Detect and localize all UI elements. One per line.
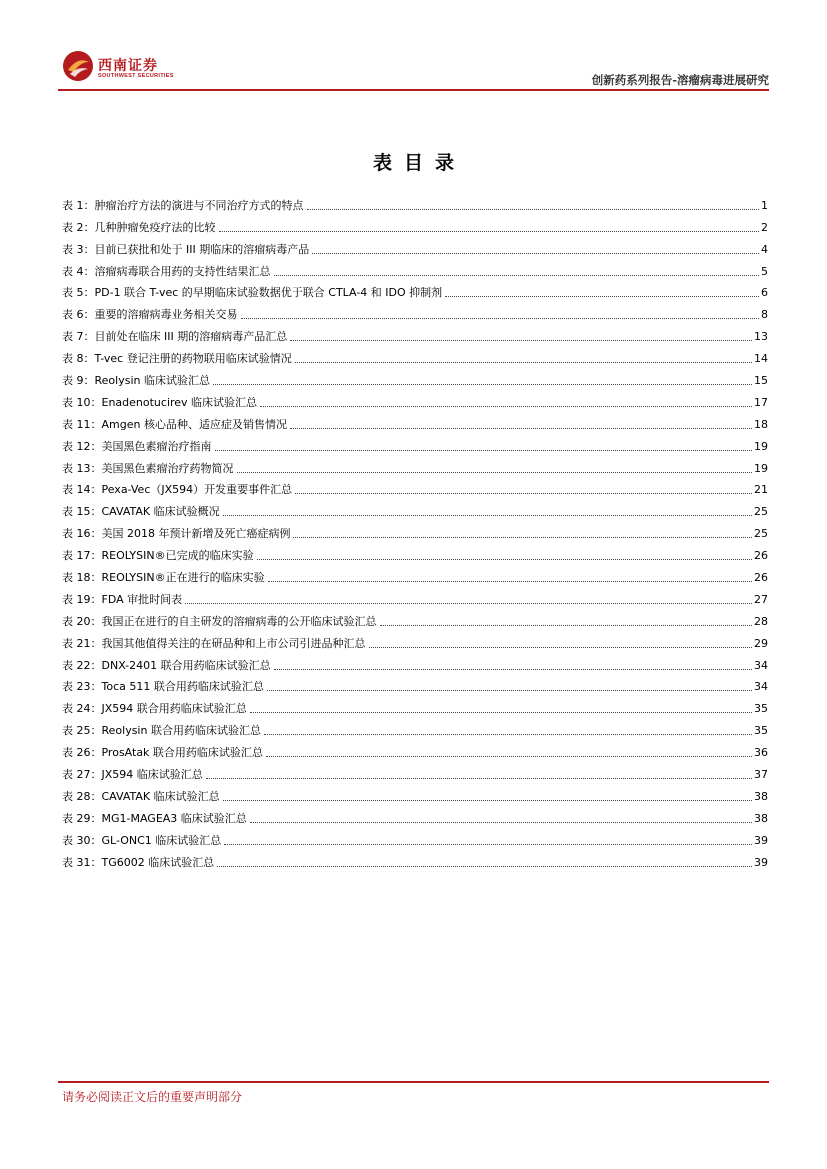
toc-entry-page-number: 26	[754, 571, 768, 585]
toc-dot-leader	[250, 711, 752, 713]
toc-entry[interactable]	[62, 322, 768, 344]
toc-entry-page-number: 29	[754, 636, 768, 650]
toc-entry-page-number: 18	[754, 417, 768, 431]
toc-entry-page-number: 8	[761, 308, 768, 322]
toc-entry-label: 表 21：我国其他值得关注的在研品种和上市公司引进品种汇总	[62, 636, 366, 650]
toc-entry-label: 表 16：美国 2018 年预计新增及死亡癌症病例	[62, 527, 291, 541]
toc-entry[interactable]	[62, 519, 768, 541]
toc-entry-label: 表 10：Enadenotucirev 临床试验汇总	[62, 395, 258, 409]
toc-entry[interactable]	[62, 454, 768, 476]
toc-entry-page-number: 17	[754, 395, 768, 409]
toc-entry-label: 表 22：DNX-2401 联合用药临床试验汇总	[62, 658, 271, 672]
toc-dot-leader	[312, 252, 759, 254]
toc-entry[interactable]	[62, 213, 768, 235]
toc-entry-label: 表 28：CAVATAK 临床试验汇总	[62, 789, 220, 803]
toc-entry[interactable]	[62, 344, 768, 366]
toc-entry-page-number: 35	[754, 702, 768, 716]
toc-dot-leader	[213, 383, 752, 385]
toc-entry-page-number: 37	[754, 768, 768, 782]
company-logo	[62, 50, 192, 86]
toc-entry-page-number: 26	[754, 549, 768, 563]
toc-entry[interactable]	[62, 563, 768, 585]
toc-entry-label: 表 15：CAVATAK 临床试验概况	[62, 505, 220, 519]
toc-entry-label: 表 27：JX594 临床试验汇总	[62, 768, 203, 782]
toc-entry-page-number: 35	[754, 724, 768, 738]
toc-dot-leader	[293, 536, 752, 538]
toc-entry-label: 表 6：重要的溶瘤病毒业务相关交易	[62, 308, 238, 322]
toc-dot-leader	[274, 668, 752, 670]
toc-title: 表目录	[372, 152, 466, 174]
toc-dot-leader	[445, 295, 759, 297]
toc-entry[interactable]	[62, 760, 768, 782]
toc-entry-label: 表 7：目前处在临床 III 期的溶瘤病毒产品汇总	[62, 330, 288, 344]
report-header-title: 创新药系列报告-溶瘤病毒进展研究	[591, 73, 769, 87]
toc-entry[interactable]	[62, 738, 768, 760]
toc-entry-page-number: 13	[754, 330, 768, 344]
toc-entry[interactable]	[62, 651, 768, 673]
toc-entry-page-number: 14	[754, 352, 768, 366]
toc-entry[interactable]	[62, 279, 768, 301]
toc-entry-page-number: 25	[754, 527, 768, 541]
toc-entry-label: 表 13：美国黑色素瘤治疗药物简况	[62, 461, 234, 475]
toc-entry-label: 表 20：我国正在进行的自主研发的溶瘤病毒的公开临床试验汇总	[62, 614, 377, 628]
toc-dot-leader	[206, 777, 752, 779]
toc-entry-page-number: 36	[754, 746, 768, 760]
toc-dot-leader	[260, 405, 752, 407]
toc-dot-leader	[295, 361, 752, 363]
toc-entry[interactable]	[62, 694, 768, 716]
toc-dot-leader	[185, 602, 752, 604]
toc-dot-leader	[307, 208, 760, 210]
toc-entry-page-number: 21	[754, 483, 768, 497]
toc-entry-page-number: 34	[754, 658, 768, 672]
toc-entry-page-number: 28	[754, 614, 768, 628]
toc-entry[interactable]	[62, 191, 768, 213]
footer-disclaimer-note: 请务必阅读正文后的重要声明部分	[62, 1090, 243, 1104]
toc-entry-label: 表 14：Pexa-Vec（JX594）开发重要事件汇总	[62, 483, 293, 497]
toc-entry-label: 表 1：肿瘤治疗方法的演进与不同治疗方式的特点	[62, 198, 304, 212]
toc-entry-label: 表 12：美国黑色素瘤治疗指南	[62, 439, 212, 453]
toc-entry-label: 表 25：Reolysin 联合用药临床试验汇总	[62, 724, 261, 738]
toc-entry-label: 表 23：Toca 511 联合用药临床试验汇总	[62, 680, 264, 694]
toc-entry[interactable]	[62, 476, 768, 498]
toc-entry-page-number: 4	[761, 242, 768, 256]
toc-entry-label: 表 18：REOLYSIN®正在进行的临床实验	[62, 571, 265, 585]
toc-entry[interactable]	[62, 432, 768, 454]
toc-entry-label: 表 9：Reolysin 临床试验汇总	[62, 374, 210, 388]
toc-entry-label: 表 8：T-vec 登记注册的药物联用临床试验情况	[62, 352, 292, 366]
header-divider	[58, 89, 769, 91]
toc-entry[interactable]	[62, 826, 768, 848]
toc-dot-leader	[290, 339, 752, 341]
toc-dot-leader	[250, 821, 752, 823]
toc-entry[interactable]	[62, 673, 768, 695]
toc-entry[interactable]	[62, 235, 768, 257]
toc-entry-page-number: 2	[761, 220, 768, 234]
toc-dot-leader	[217, 865, 752, 867]
toc-dot-leader	[268, 580, 752, 582]
footer-divider	[58, 1081, 769, 1083]
toc-dot-leader	[264, 733, 752, 735]
toc-entry-page-number: 27	[754, 592, 768, 606]
toc-dot-leader	[274, 274, 760, 276]
toc-entry[interactable]	[62, 629, 768, 651]
toc-entry-page-number: 5	[761, 264, 768, 278]
toc-entry[interactable]	[62, 410, 768, 432]
toc-entry-page-number: 19	[754, 439, 768, 453]
toc-entry[interactable]	[62, 497, 768, 519]
toc-entry-page-number: 39	[754, 855, 768, 869]
toc-dot-leader	[267, 689, 752, 691]
toc-entry[interactable]	[62, 388, 768, 410]
toc-entry-label: 表 17：REOLYSIN®已完成的临床实验	[62, 549, 254, 563]
toc-dot-leader	[215, 449, 753, 451]
toc-entry-label: 表 26：ProsAtak 联合用药临床试验汇总	[62, 746, 263, 760]
toc-entry-label: 表 3：目前已获批和处于 III 期临床的溶瘤病毒产品	[62, 242, 310, 256]
toc-entry-page-number: 1	[761, 198, 768, 212]
toc-entry-page-number: 34	[754, 680, 768, 694]
toc-entry-label: 表 31：TG6002 临床试验汇总	[62, 855, 215, 869]
toc-dot-leader	[219, 230, 760, 232]
toc-entry-page-number: 6	[761, 286, 768, 300]
toc-entry[interactable]	[62, 782, 768, 804]
toc-entry-label: 表 19：FDA 审批时间表	[62, 592, 183, 606]
toc-entry-page-number: 25	[754, 505, 768, 519]
toc-entry[interactable]	[62, 804, 768, 826]
toc-dot-leader	[223, 799, 752, 801]
logo-chinese-name: 西南证券	[98, 58, 158, 74]
toc-dot-leader	[223, 514, 752, 516]
toc-entry-label: 表 30：GL-ONC1 临床试验汇总	[62, 833, 222, 847]
toc-entry-label: 表 4：溶瘤病毒联合用药的支持性结果汇总	[62, 264, 271, 278]
toc-entry[interactable]	[62, 607, 768, 629]
toc-entry[interactable]	[62, 716, 768, 738]
toc-entry-page-number: 15	[754, 374, 768, 388]
toc-entry-label: 表 29：MG1-MAGEA3 临床试验汇总	[62, 811, 247, 825]
toc-entry-label: 表 5：PD-1 联合 T-vec 的早期临床试验数据优于联合 CTLA-4 和 IDO 抑制剂	[62, 286, 443, 300]
toc-dot-leader	[241, 317, 760, 319]
toc-entry-page-number: 39	[754, 833, 768, 847]
table-of-tables	[62, 191, 768, 870]
toc-entry-page-number: 19	[754, 461, 768, 475]
toc-entry-label: 表 24：JX594 联合用药临床试验汇总	[62, 702, 247, 716]
toc-dot-leader	[237, 471, 753, 473]
toc-entry[interactable]	[62, 848, 768, 870]
toc-entry[interactable]	[62, 257, 768, 279]
southwest-securities-logo-icon	[62, 50, 94, 82]
toc-entry[interactable]	[62, 366, 768, 388]
toc-dot-leader	[224, 843, 752, 845]
toc-dot-leader	[295, 492, 752, 494]
toc-entry[interactable]	[62, 541, 768, 563]
toc-entry-page-number: 38	[754, 811, 768, 825]
logo-english-name: SOUTHWEST SECURITIES	[98, 73, 174, 79]
toc-entry[interactable]	[62, 585, 768, 607]
toc-dot-leader	[290, 427, 752, 429]
toc-dot-leader	[257, 558, 752, 560]
toc-dot-leader	[266, 755, 752, 757]
toc-dot-leader	[380, 624, 753, 626]
toc-entry-label: 表 11：Amgen 核心品种、适应症及销售情况	[62, 417, 287, 431]
toc-entry-label: 表 2：几种肿瘤免疫疗法的比较	[62, 220, 216, 234]
toc-entry-page-number: 38	[754, 789, 768, 803]
toc-dot-leader	[369, 646, 753, 648]
toc-entry[interactable]	[62, 300, 768, 322]
